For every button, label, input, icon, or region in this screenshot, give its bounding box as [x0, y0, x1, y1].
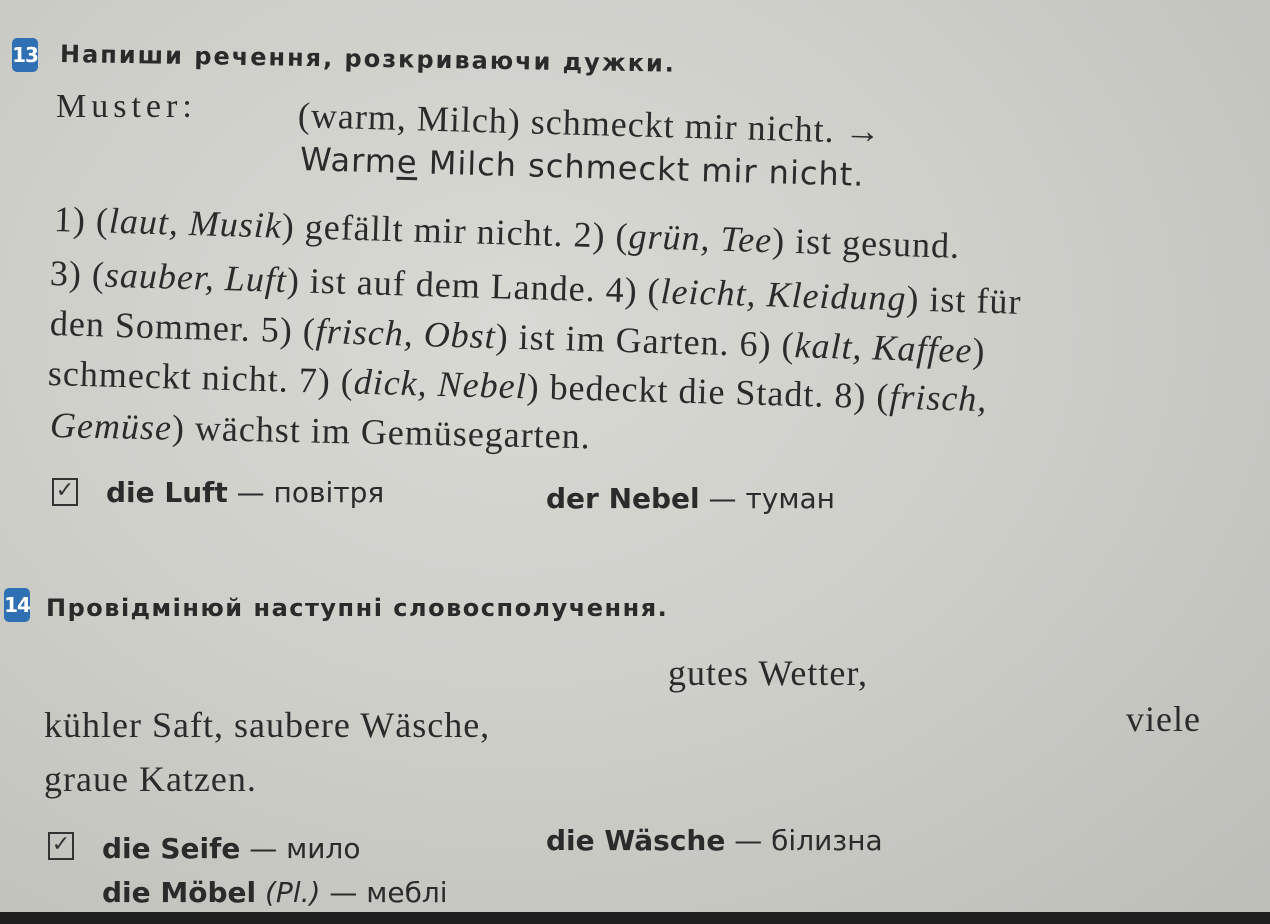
vocab-word: die Seife: [102, 832, 241, 865]
vocab-translation: — повітря: [227, 476, 385, 509]
bottom-edge: [0, 912, 1270, 924]
italic-hint: laut, Musik: [108, 200, 283, 246]
text-segment: den Sommer. 5) (: [49, 303, 317, 351]
vocab-translation: — мило: [240, 832, 361, 865]
text-segment: ) ist auf dem Lande. 4) (: [286, 260, 662, 312]
italic-hint: grün, Tee: [628, 216, 773, 261]
phrase-cool-juice: kühler Saft, saubere Wäsche,: [44, 705, 491, 745]
muster-answer-prefix: Warm: [299, 140, 398, 181]
italic-hint: frisch, Obst: [315, 310, 497, 357]
text-segment: 3) (: [49, 253, 106, 295]
vocab-entry: [546, 482, 835, 515]
muster-answer-ending: e: [396, 142, 419, 182]
vocab-word: die Möbel: [102, 876, 257, 909]
checkbox-icon: ✓: [48, 832, 74, 860]
italic-hint: kalt, Kaffee: [794, 325, 974, 371]
vocab-translation: — білизна: [725, 824, 883, 857]
italic-hint: frisch,: [888, 376, 988, 420]
italic-hint: Gemüse: [49, 405, 173, 448]
italic-hint: dick, Nebel: [353, 361, 528, 407]
vocab-word: die Luft: [106, 476, 228, 509]
text-segment: 1) (: [53, 199, 110, 241]
vocab-plural-note: (Pl.): [256, 876, 321, 909]
italic-hint: sauber, Luft: [104, 254, 288, 301]
exercise-13-title: Напиши речення, розкриваючи дужки.: [59, 40, 677, 78]
vocab-entry: [106, 476, 384, 509]
vocab-word: der Nebel: [546, 482, 700, 515]
exercise-14-badge: 14: [4, 588, 30, 622]
vocab-entry: [546, 824, 883, 857]
muster-example: (warm, Milch) schmeckt mir nicht. →: [297, 95, 883, 152]
phrase-viele: viele: [1126, 699, 1201, 739]
phrase-good-weather: gutes Wetter,: [668, 653, 868, 693]
exercise-13-line-5: [50, 404, 592, 457]
vocab-entry: [102, 832, 360, 865]
phrase-grey-cats: graue Katzen.: [44, 759, 257, 799]
text-segment: ) wächst im Gemüsegarten.: [171, 407, 592, 457]
text-segment: ) ist im Garten. 6) (: [495, 316, 796, 366]
text-segment: ) ist für: [905, 278, 1023, 322]
italic-hint: leicht, Kleidung: [660, 271, 908, 319]
exercise-13-badge: 13: [12, 38, 38, 72]
text-segment: ) bedeckt die Stadt. 8) (: [526, 366, 890, 417]
exercise-14-title: Провідмінюй наступні словосполучення.: [46, 594, 669, 622]
text-segment: schmeckt nicht. 7) (: [47, 353, 355, 402]
muster-answer-rest: Milch schmeckt mir nicht.: [417, 143, 865, 194]
muster-label: Muster:: [56, 88, 197, 125]
text-segment: ) gefällt mir nicht. 2) (: [281, 205, 630, 257]
vocab-word: die Wäsche: [546, 824, 726, 857]
vocab-translation: — туман: [699, 482, 835, 515]
text-segment: ): [971, 330, 987, 371]
text-segment: ) ist gesund.: [771, 220, 961, 266]
vocab-entry: [102, 876, 448, 909]
vocab-translation: — меблі: [320, 876, 448, 909]
checkbox-icon: ✓: [52, 478, 78, 506]
